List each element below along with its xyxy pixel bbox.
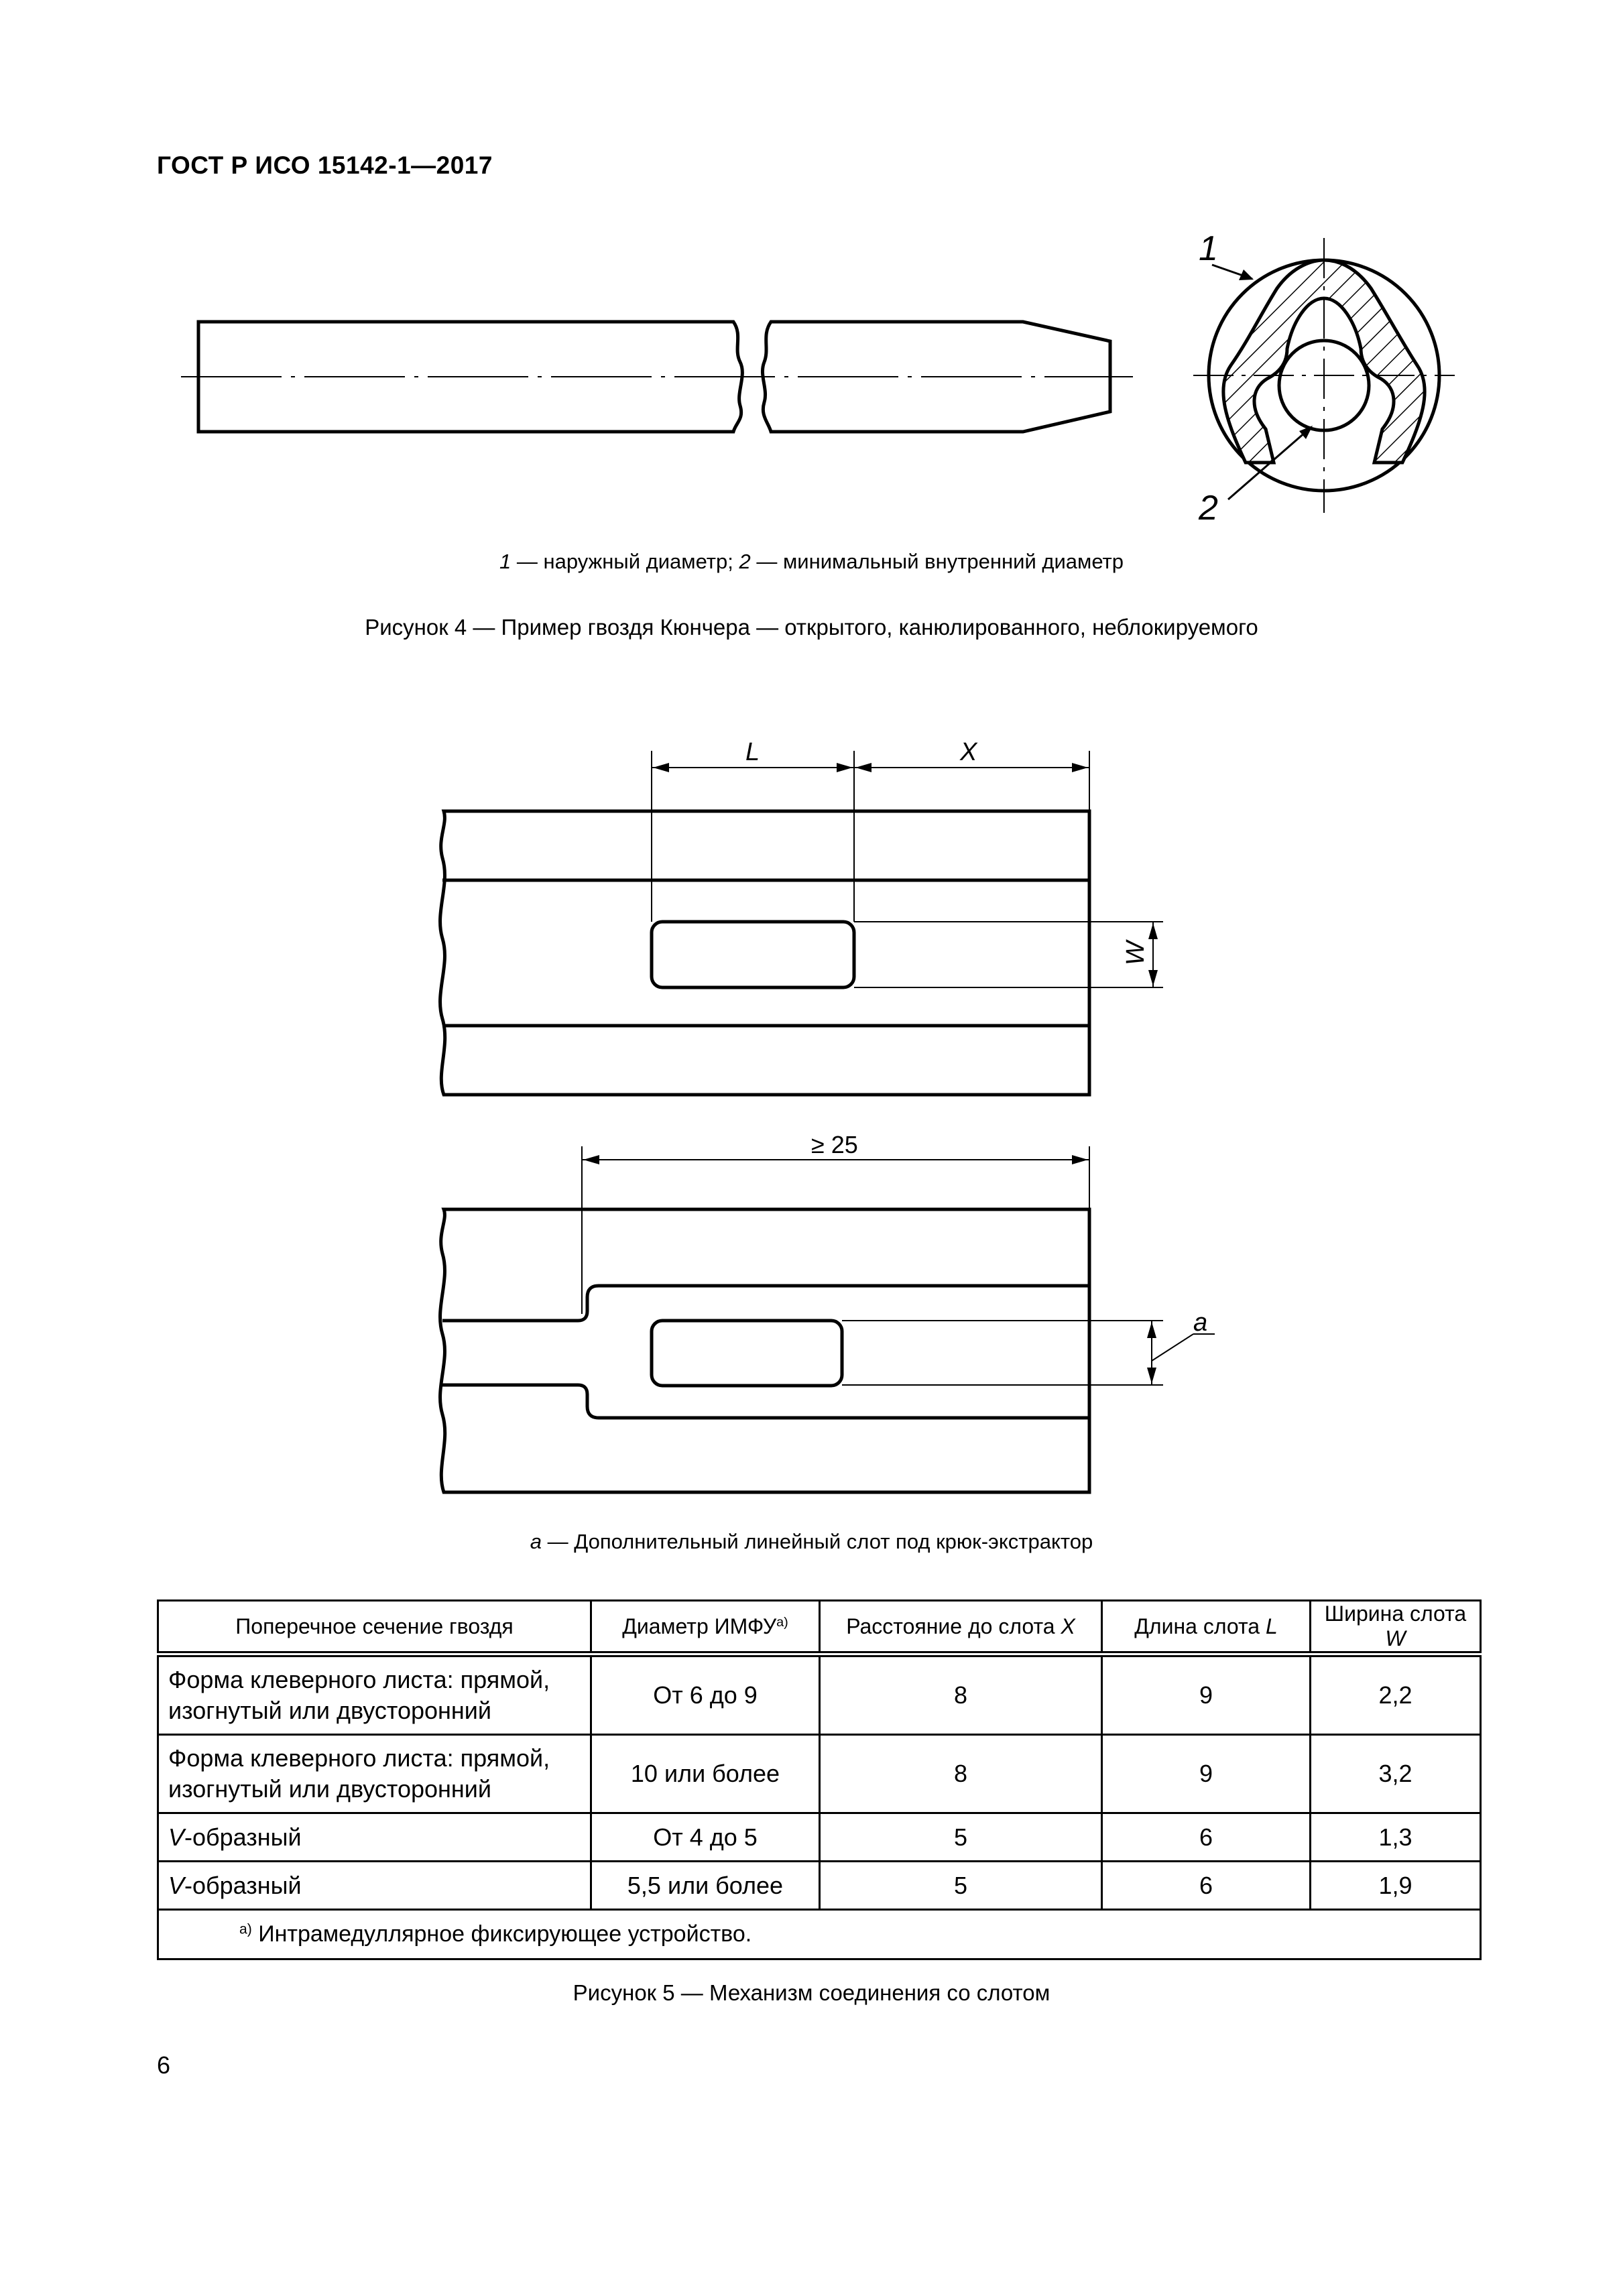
slot-rectangle [652,922,854,987]
cell-diameter: 5,5 или более [591,1862,820,1910]
cell-l: 6 [1102,1862,1311,1910]
cell-w: 3,2 [1311,1735,1481,1813]
table-row [158,1735,1481,1813]
slot-bottom-view [440,1131,1215,1492]
cell-w: 1,3 [1311,1813,1481,1862]
callout-1: 1 [1199,229,1218,268]
document-header: ГОСТ Р ИСО 15142-1—2017 [157,152,493,179]
figure-5-legend: а — Дополнительный линейный слот под крюк-экстрактор [530,1530,1093,1553]
page-number: 6 [157,2051,171,2079]
cross-section-view [1193,229,1455,528]
figure-5-caption: Рисунок 5 — Механизм соединения со слотом [573,1980,1050,2005]
cell-diameter: 10 или более [591,1735,820,1813]
cell-w: 1,9 [1311,1862,1481,1910]
slot-rectangle-2 [652,1321,842,1386]
dim-W: W [1122,941,1150,965]
cell-x: 5 [820,1813,1102,1862]
table-row [158,1654,1481,1735]
cell-section: V-образный [158,1813,591,1862]
cell-diameter: От 4 до 5 [591,1813,820,1862]
dim-L: L [745,738,760,766]
table-row [158,1813,1481,1862]
cell-w: 2,2 [1311,1654,1481,1735]
col-header-width: Ширина слота W [1311,1601,1481,1654]
slot-top-view [440,738,1163,1095]
cell-diameter: От 6 до 9 [591,1654,820,1735]
figure-4-drawing [0,201,1623,751]
cell-section: Форма клеверного листа: прямой, изогнутый или двусторонний [158,1654,591,1735]
cell-section: V-образный [158,1862,591,1910]
slot-dimensions-table [157,1599,1482,1960]
col-header-distance: Расстояние до слота X [820,1601,1102,1654]
table-footnote-row [158,1910,1481,1959]
col-header-section: Поперечное сечение гвоздя [158,1601,591,1654]
cell-x: 5 [820,1862,1102,1910]
cell-x: 8 [820,1654,1102,1735]
cell-section: Форма клеверного листа: прямой, изогнутый или двусторонний [158,1735,591,1813]
callout-2: 2 [1199,489,1218,528]
cell-l: 9 [1102,1654,1311,1735]
table-header-row [158,1601,1481,1654]
col-header-length: Длина слота L [1102,1601,1311,1654]
dim-25: ≥ 25 [811,1131,858,1158]
table-footnote: $^{a)}$ Интрамедуллярное фиксирующее устройство. [158,1910,1481,1959]
figure-4-legend: 1 — наружный диаметр; 2 — минимальный внутренний диаметр [499,550,1124,573]
callout-a: a [1193,1309,1208,1337]
cell-x: 8 [820,1735,1102,1813]
cell-l: 6 [1102,1813,1311,1862]
cell-l: 9 [1102,1735,1311,1813]
figure-5-drawing [0,737,1623,1515]
figure-4-caption: Рисунок 4 — Пример гвоздя Кюнчера — открытого, канюлированного, неблокируемого [365,615,1258,640]
dim-X: X [960,738,977,766]
table-row [158,1862,1481,1910]
leader-a [1152,1334,1193,1361]
col-header-diameter: Диаметр ИМФУ$^{a)}$ [591,1601,820,1654]
